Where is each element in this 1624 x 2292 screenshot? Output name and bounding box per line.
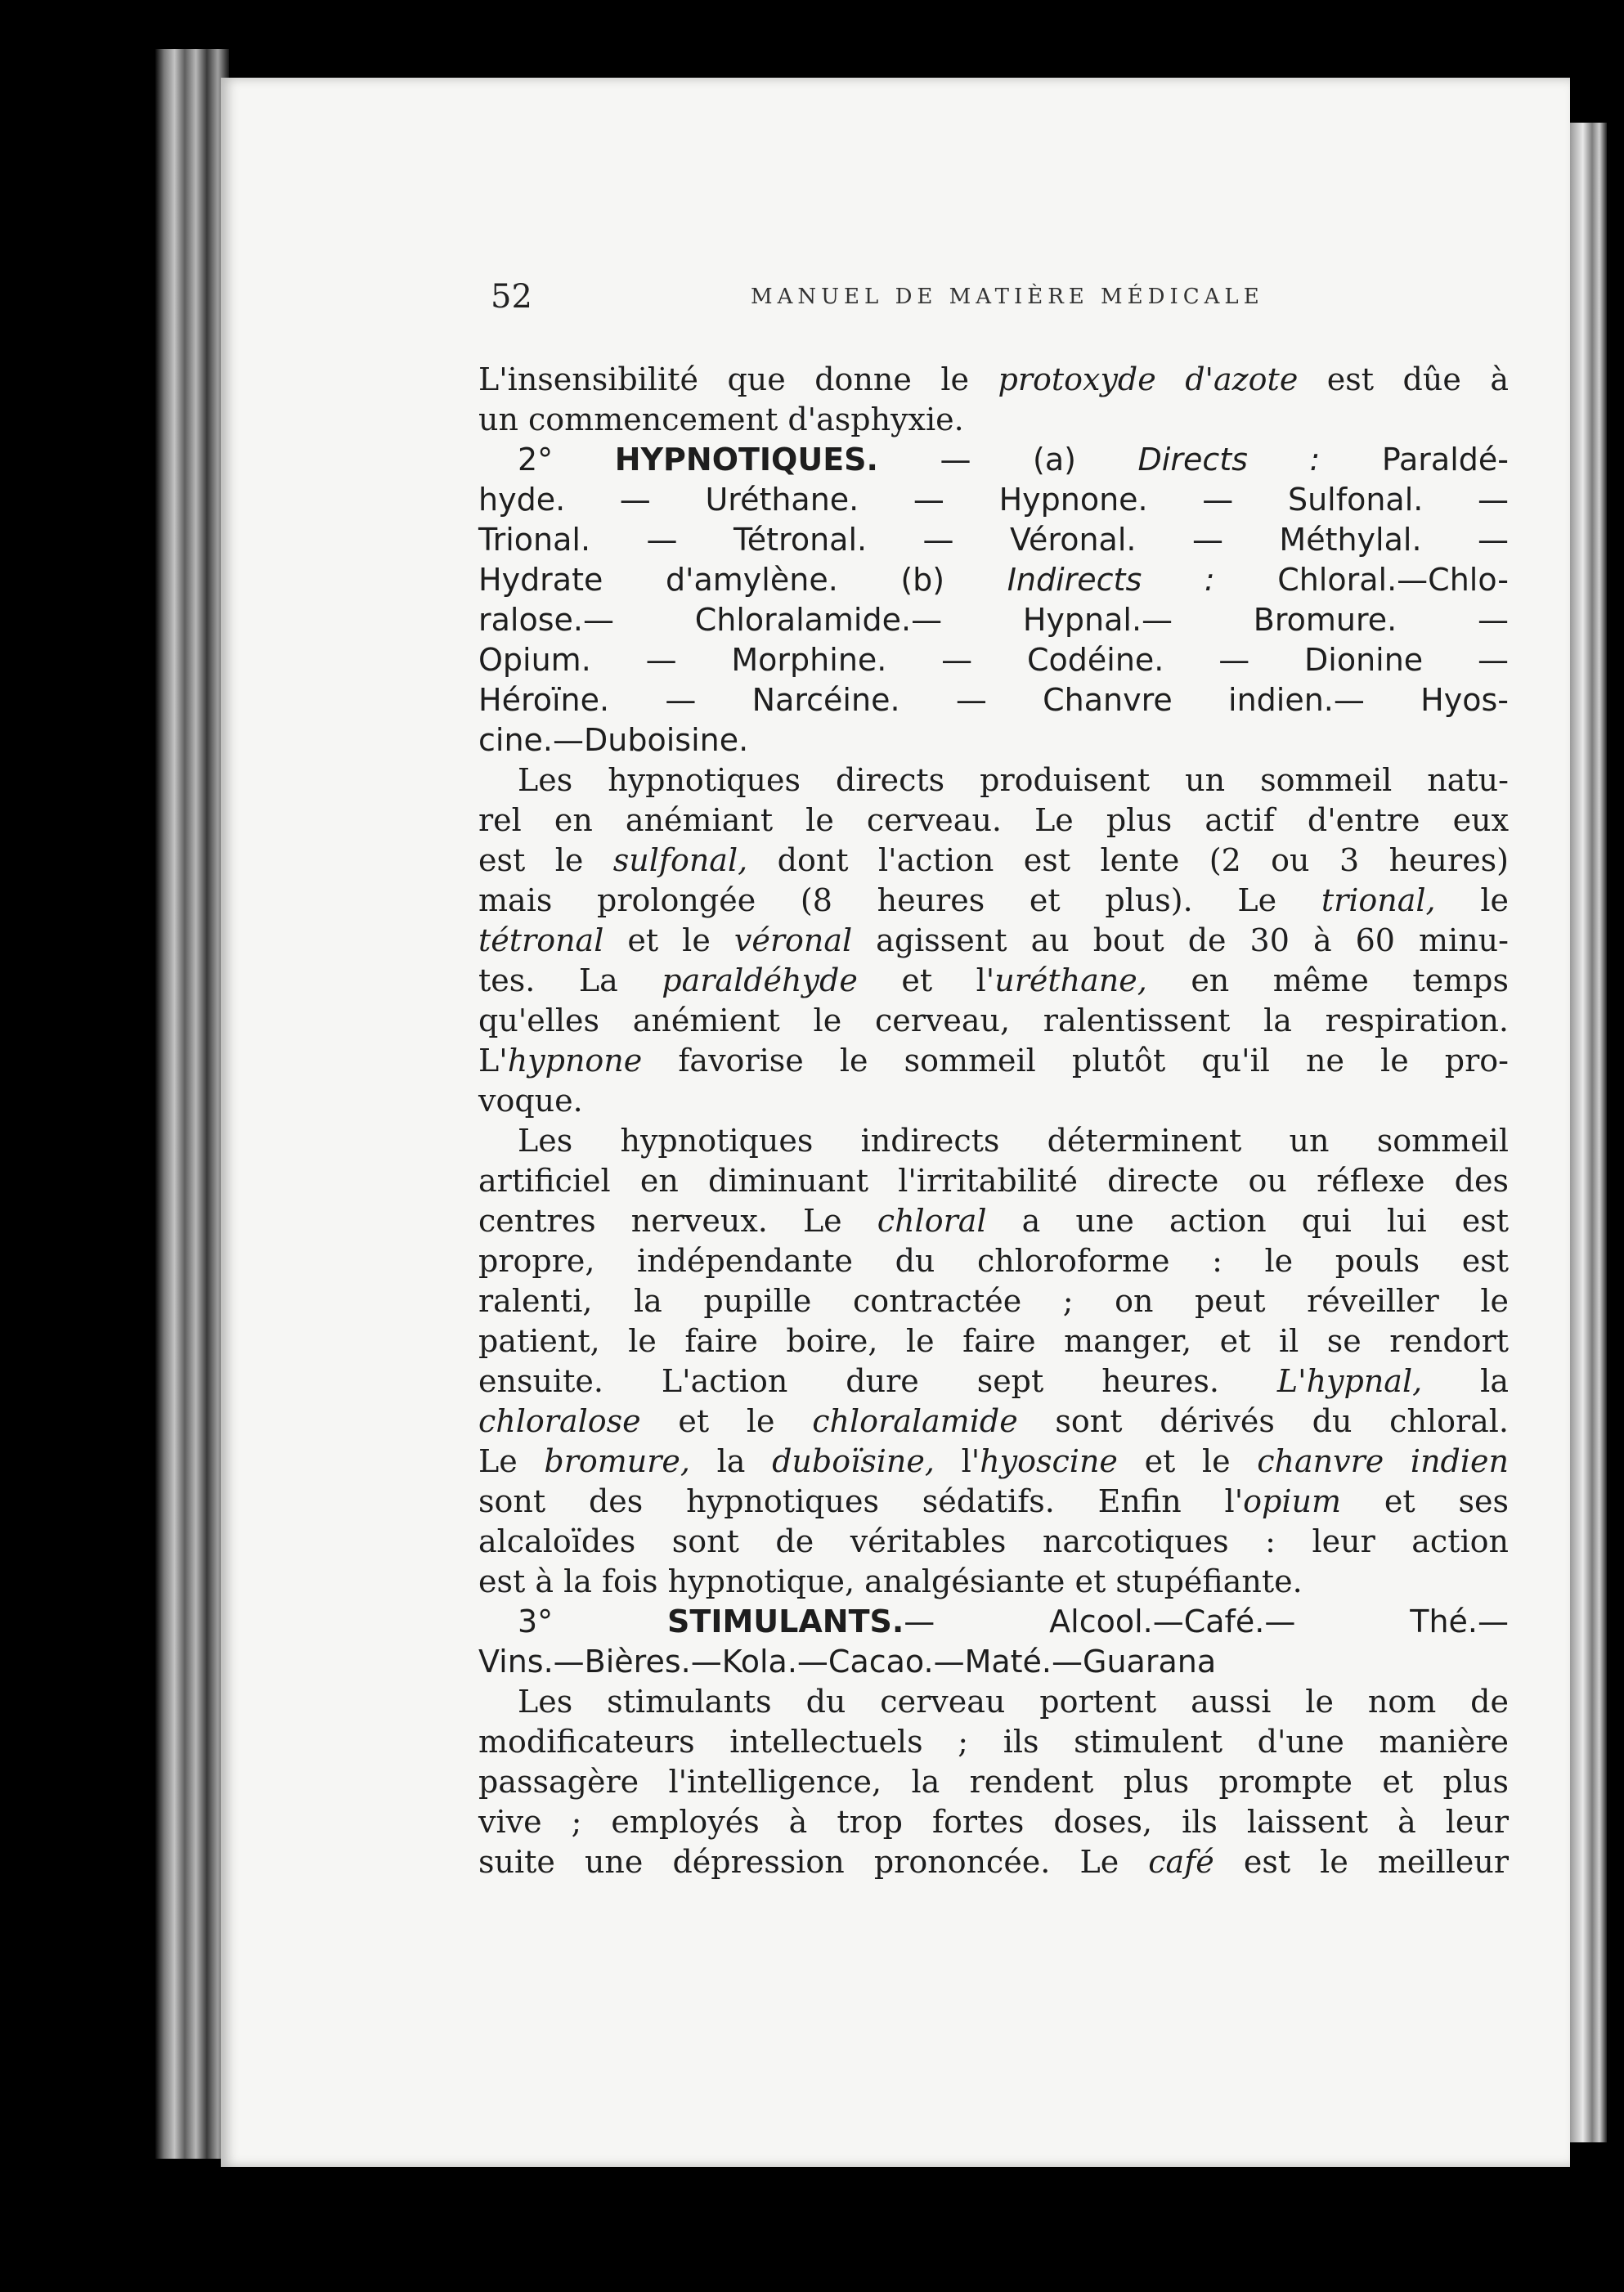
- text-run: la: [689, 1443, 773, 1479]
- text-run: est dûe à: [1298, 361, 1509, 397]
- text-run: L'insensibilité que donne le: [478, 361, 998, 397]
- text-run: sont des hypnotiques sédatifs. Enfin l': [478, 1483, 1244, 1519]
- section-heading: STIMULANTS.: [667, 1604, 904, 1639]
- text-line: [478, 1802, 1509, 1842]
- text-run: et le: [603, 922, 734, 958]
- text-run: Les hypnotiques indirects déterminent un sommeil: [518, 1123, 1509, 1159]
- text-run: a une action qui lui est: [986, 1203, 1509, 1239]
- italic-term: hyoscine: [980, 1443, 1118, 1479]
- text-run: artificiel en diminuant l'irritabilité directe ou réflexe des: [478, 1163, 1509, 1199]
- text-run: Le: [478, 1443, 545, 1479]
- text-run: l': [934, 1443, 980, 1479]
- text-line: [478, 1161, 1509, 1201]
- text-run: la: [1422, 1363, 1509, 1399]
- text-run: tes. La: [478, 962, 662, 998]
- text-line: [478, 1482, 1509, 1522]
- text-run: alcaloïdes sont de véritables narcotiques : leur action: [478, 1523, 1509, 1559]
- text-run: Héroïne. — Narcéine. — Chanvre indien.— Hyos-: [478, 682, 1509, 718]
- text-run: Hydrate d'amylène. (b): [478, 562, 1007, 598]
- text-line: [478, 600, 1509, 640]
- text-run: suite une dépression prononcée. Le: [478, 1844, 1149, 1880]
- text-run: dont l'action est lente (2 ou 3 heures): [747, 842, 1509, 878]
- text-run: et le: [1117, 1443, 1258, 1479]
- text-run: Trional. — Tétronal. — Véronal. — Méthylal. —: [478, 522, 1509, 558]
- text-run: favorise le sommeil plutôt qu'il ne le pro-: [642, 1043, 1509, 1079]
- text-line: [478, 1642, 1509, 1682]
- italic-term: Indirects :: [1007, 562, 1215, 598]
- italic-term: chloralose: [478, 1403, 641, 1439]
- text-run: Vins.—Bières.—Kola.—Cacao.—Maté.—Guarana: [478, 1644, 1217, 1680]
- text-run: est à la fois hypnotique, analgésiante et stupéfiante.: [478, 1563, 1303, 1599]
- italic-term: café: [1148, 1844, 1214, 1880]
- page-header: [491, 278, 1505, 327]
- text-run: mais prolongée (8 heures et plus). Le: [478, 882, 1321, 918]
- italic-term: chloralamide: [812, 1403, 1018, 1439]
- text-line: [478, 841, 1509, 881]
- italic-term: hypnone: [507, 1043, 643, 1079]
- text-line: [478, 360, 1509, 400]
- text-run: ensuite. L'action dure sept heures.: [478, 1363, 1277, 1399]
- text-run: centres nerveux. Le: [478, 1203, 877, 1239]
- page-edge: [1570, 123, 1607, 2142]
- text-run: 3°: [518, 1604, 668, 1639]
- text-run: et ses: [1341, 1483, 1509, 1519]
- text-run: et le: [640, 1403, 813, 1439]
- italic-term: duboïsine,: [772, 1443, 935, 1479]
- text-line: [478, 1522, 1509, 1562]
- italic-term: opium: [1243, 1483, 1342, 1519]
- text-line: [478, 480, 1509, 520]
- italic-term: chloral: [877, 1203, 987, 1239]
- text-run: vive ; employés à trop fortes doses, ils laissent à leur: [478, 1804, 1509, 1840]
- text-run: en même temps: [1146, 962, 1509, 998]
- text-line: [478, 1442, 1509, 1482]
- text-run: sont dérivés du chloral.: [1017, 1403, 1509, 1439]
- italic-term: protoxyde d'azote: [998, 361, 1299, 397]
- text-run: un commencement d'asphyxie.: [478, 401, 964, 437]
- text-run: L': [478, 1043, 508, 1079]
- text-line: [478, 1361, 1509, 1402]
- text-line: [478, 680, 1509, 720]
- text-run: le: [1435, 882, 1509, 918]
- text-run: est le: [478, 842, 613, 878]
- text-line: [478, 1041, 1509, 1081]
- text-line: [478, 1722, 1509, 1762]
- text-line: [478, 720, 1509, 760]
- italic-term: chanvre indien: [1257, 1443, 1509, 1479]
- text-run: modificateurs intellectuels ; ils stimulent d'une manière: [478, 1724, 1509, 1760]
- body-text: [478, 360, 1509, 1882]
- text-line: [478, 1602, 1509, 1642]
- text-run: patient, le faire boire, le faire manger, et il se rendort: [478, 1323, 1509, 1359]
- text-line: [478, 1321, 1509, 1361]
- text-line: [478, 961, 1509, 1001]
- italic-term: bromure,: [544, 1443, 690, 1479]
- text-run: — (a): [877, 442, 1138, 478]
- text-run: et l': [857, 962, 995, 998]
- text-line: [478, 1081, 1509, 1121]
- text-run: Chloral.—Chlo-: [1214, 562, 1510, 598]
- text-run: Paraldé-: [1320, 442, 1509, 478]
- text-line: [478, 801, 1509, 841]
- italic-term: tétronal: [478, 922, 604, 958]
- italic-term: uréthane,: [994, 962, 1147, 998]
- text-line: [478, 400, 1509, 440]
- text-line: [478, 1001, 1509, 1041]
- text-line: [478, 1241, 1509, 1281]
- italic-term: Directs :: [1137, 442, 1321, 478]
- text-line: [478, 1201, 1509, 1241]
- text-run: qu'elles anémient le cerveau, ralentissent la respiration.: [478, 1002, 1509, 1038]
- text-line: [478, 921, 1509, 961]
- text-run: est le meilleur: [1214, 1844, 1510, 1880]
- text-line: [478, 440, 1509, 480]
- text-line: [478, 1562, 1509, 1602]
- text-run: hyde. — Uréthane. — Hypnone. — Sulfonal. —: [478, 482, 1509, 518]
- text-line: [478, 1402, 1509, 1442]
- italic-term: trional,: [1321, 882, 1436, 918]
- page-number: 52: [491, 278, 532, 316]
- book-gutter: [155, 49, 229, 2159]
- text-run: Les hypnotiques directs produisent un sommeil natu-: [518, 762, 1509, 798]
- text-run: voque.: [478, 1083, 583, 1119]
- text-run: propre, indépendante du chloroforme : le pouls est: [478, 1243, 1509, 1279]
- running-head: MANUEL DE MATIÈRE MÉDICALE: [751, 285, 1264, 309]
- text-line: [478, 1762, 1509, 1802]
- italic-term: véronal: [733, 922, 853, 958]
- text-run: 2°: [518, 442, 615, 478]
- text-run: rel en anémiant le cerveau. Le plus actif d'entre eux: [478, 802, 1509, 838]
- text-line: [478, 1281, 1509, 1321]
- text-line: [478, 1842, 1509, 1882]
- italic-term: paraldéhyde: [662, 962, 858, 998]
- text-run: Opium. — Morphine. — Codéine. — Dionine —: [478, 642, 1509, 678]
- text-run: Les stimulants du cerveau portent aussi le nom de: [518, 1684, 1509, 1720]
- text-line: [478, 1121, 1509, 1161]
- text-run: ralose.— Chloralamide.— Hypnal.— Bromure. —: [478, 602, 1509, 638]
- text-line: [478, 1682, 1509, 1722]
- text-line: [478, 520, 1509, 560]
- italic-term: L'hypnal,: [1276, 1363, 1423, 1399]
- text-run: ralenti, la pupille contractée ; on peut réveiller le: [478, 1283, 1509, 1319]
- text-line: [478, 881, 1509, 921]
- text-run: agissent au bout de 30 à 60 minu-: [852, 922, 1509, 958]
- italic-term: sulfonal,: [612, 842, 748, 878]
- text-run: passagère l'intelligence, la rendent plus prompte et plus: [478, 1764, 1509, 1800]
- section-heading: HYPNOTIQUES.: [614, 442, 878, 478]
- text-line: [478, 640, 1509, 680]
- text-line: [478, 760, 1509, 801]
- text-run: — Alcool.—Café.— Thé.—: [904, 1604, 1509, 1639]
- text-line: [478, 560, 1509, 600]
- text-run: cine.—Duboisine.: [478, 722, 749, 758]
